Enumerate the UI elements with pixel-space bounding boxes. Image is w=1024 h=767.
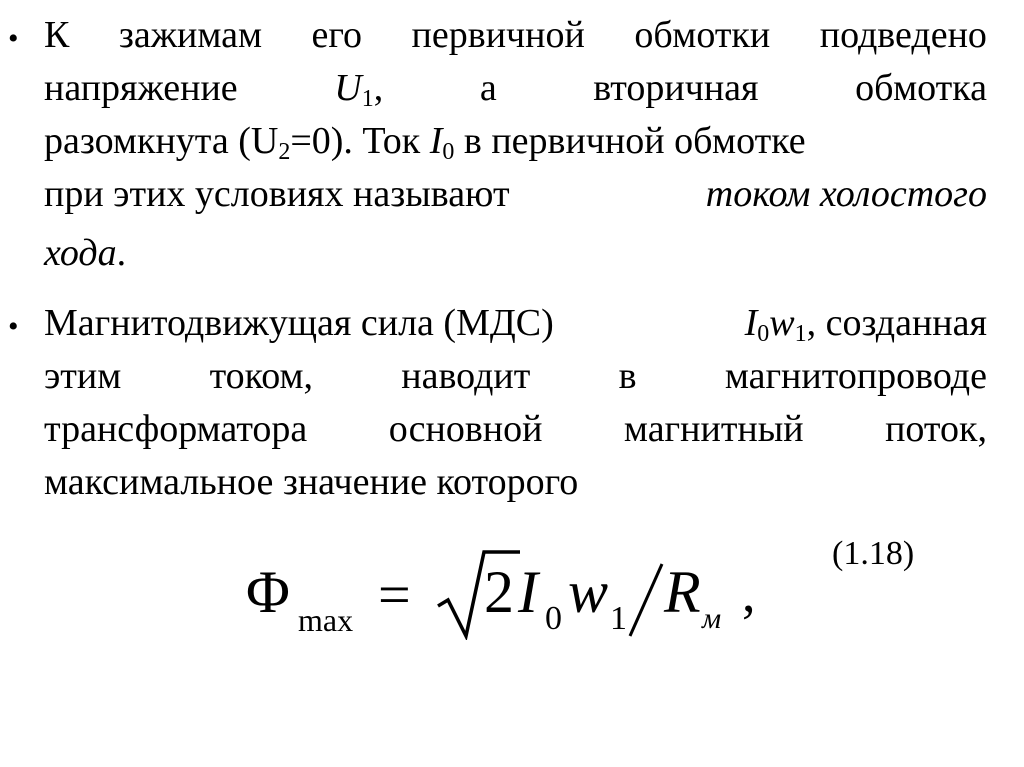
word: поток, — [885, 408, 987, 450]
formula-sqrt-argument: 2 — [484, 559, 514, 625]
formula-slash — [624, 560, 668, 640]
word: обмотка — [855, 67, 987, 109]
formula-equals: = — [378, 562, 411, 627]
term-italic: током холостого — [705, 173, 987, 215]
equation-number: (1.18) — [832, 535, 915, 572]
term-italic: хода — [44, 232, 117, 274]
word: а — [479, 67, 497, 109]
word: магнитопроводе — [724, 355, 987, 397]
word: его — [311, 14, 363, 56]
formula-r: R — [664, 559, 701, 625]
bullet-dot: • — [8, 310, 19, 343]
formula-phi-subscript: max — [298, 602, 354, 638]
formula-comma: , — [742, 563, 756, 623]
word: током, — [209, 355, 314, 397]
word: при этих условиях называют — [44, 173, 510, 215]
word: вторичная — [593, 67, 759, 109]
word: зажимам — [118, 14, 263, 56]
word: Магнитодвижущая сила (МДС) — [44, 302, 554, 344]
formula-i-subscript: 0 — [545, 600, 562, 637]
word: этим — [44, 355, 122, 397]
text-line: разомкнута $(U_2=0)$. Ток $I_0$ в первичной обмотке — [44, 120, 806, 165]
word: подведено — [819, 14, 987, 56]
formula-w-subscript: 1 — [610, 600, 627, 637]
word: первичной — [411, 14, 585, 56]
variable-i0w1: $I_0w_1$, созданная — [744, 302, 987, 347]
word: напряжение — [44, 67, 238, 109]
word: основной — [388, 408, 543, 450]
word: максимальное значение которого — [44, 461, 579, 503]
text-line: хода. — [44, 232, 127, 274]
word: в — [618, 355, 637, 397]
variable-u1: $U_1$, — [334, 67, 384, 112]
word: трансформатора — [44, 408, 308, 450]
formula-phi: Φ — [246, 559, 290, 625]
formula-r-subscript: м — [702, 602, 722, 635]
word: магнитный — [623, 408, 804, 450]
variable-i0: I — [429, 120, 443, 162]
word: обмотки — [634, 14, 771, 56]
word: наводит — [401, 355, 531, 397]
bullet-dot: • — [8, 22, 19, 55]
word: К — [44, 14, 70, 56]
formula-i: I — [518, 559, 538, 625]
formula-w: w — [568, 559, 609, 625]
